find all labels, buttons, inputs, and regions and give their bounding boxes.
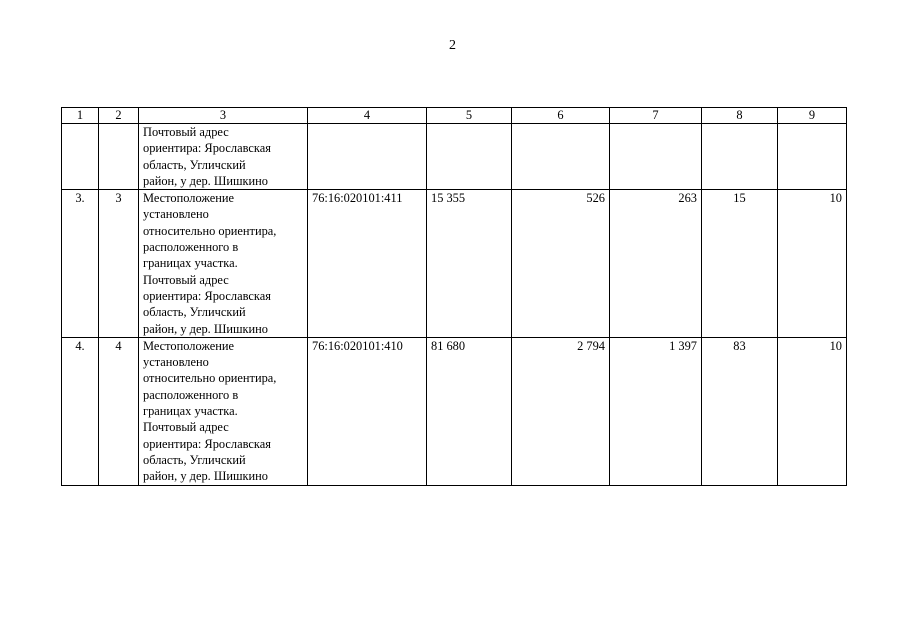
column-header: 3 (139, 108, 308, 124)
table-row (62, 124, 847, 190)
value-cell-col5 (427, 124, 512, 190)
cadastral-number-cell: 76:16:020101:410 (308, 337, 427, 485)
column-header: 9 (778, 108, 847, 124)
row-number-cell: 4 (99, 337, 139, 485)
value-cell-col5: 15 355 (427, 190, 512, 338)
value-cell-col7: 263 (610, 190, 702, 338)
row-index-cell: 4. (62, 337, 99, 485)
value-cell-col9: 10 (778, 190, 847, 338)
value-cell-col9 (778, 124, 847, 190)
land-plots-table (61, 107, 847, 486)
column-header: 8 (702, 108, 778, 124)
column-header: 6 (512, 108, 610, 124)
column-header: 2 (99, 108, 139, 124)
location-cell: Местоположение установлено относительно ориентира, расположенного в границах участка. Почтовый адрес ориентира: Ярославская область, Угличский район, у дер. Шишкино (139, 190, 308, 338)
value-cell-col7: 1 397 (610, 337, 702, 485)
value-cell-col9: 10 (778, 337, 847, 485)
row-index-cell: 3. (62, 190, 99, 338)
location-cell: Местоположение установлено относительно ориентира, расположенного в границах участка. Почтовый адрес ориентира: Ярославская область, Угличский район, у дер. Шишкино (139, 337, 308, 485)
column-header: 1 (62, 108, 99, 124)
value-cell-col8: 83 (702, 337, 778, 485)
column-header: 4 (308, 108, 427, 124)
column-header: 5 (427, 108, 512, 124)
value-cell-col8: 15 (702, 190, 778, 338)
table-row (62, 190, 847, 338)
location-cell: Почтовый адрес ориентира: Ярославская область, Угличский район, у дер. Шишкино (139, 124, 308, 190)
value-cell-col6: 2 794 (512, 337, 610, 485)
row-index-cell (62, 124, 99, 190)
value-cell-col6: 526 (512, 190, 610, 338)
table-header-row (62, 108, 847, 124)
value-cell-col8 (702, 124, 778, 190)
column-header: 7 (610, 108, 702, 124)
value-cell-col5: 81 680 (427, 337, 512, 485)
value-cell-col6 (512, 124, 610, 190)
page-number: 2 (449, 38, 456, 53)
row-number-cell (99, 124, 139, 190)
row-number-cell: 3 (99, 190, 139, 338)
value-cell-col7 (610, 124, 702, 190)
cadastral-number-cell (308, 124, 427, 190)
table-row (62, 337, 847, 485)
cadastral-number-cell: 76:16:020101:411 (308, 190, 427, 338)
